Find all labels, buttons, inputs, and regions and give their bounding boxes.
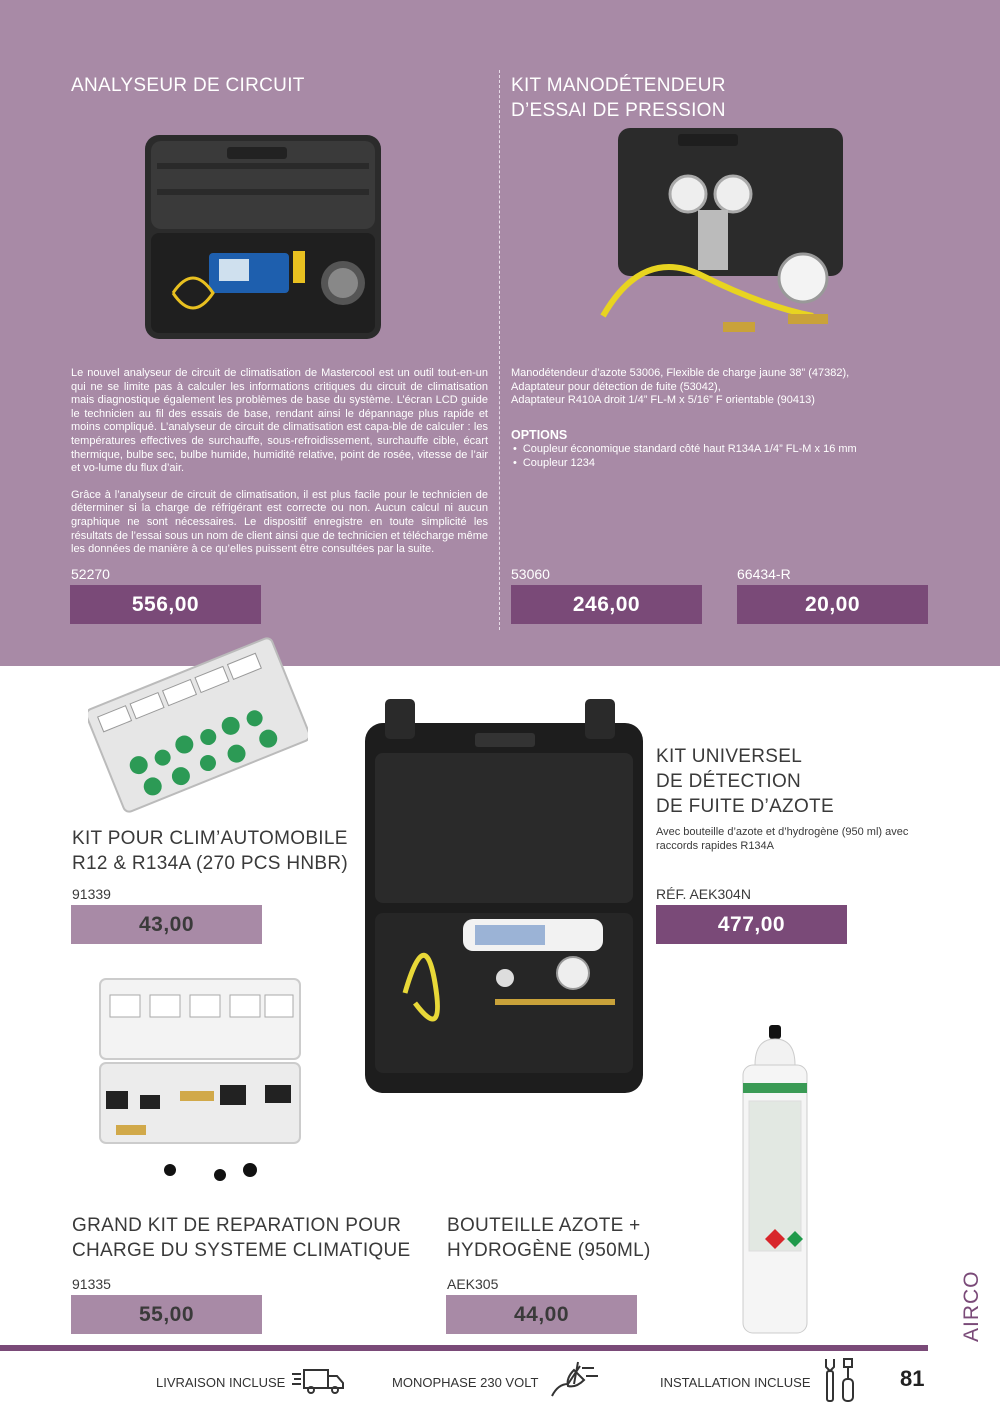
manodetendeur-desc-line-3: Adaptateur R410A droit 1/4” FL-M x 5/16” F orientable (90413) xyxy=(511,394,815,407)
delivery-truck-icon xyxy=(290,1366,346,1396)
grand-kit-box-image xyxy=(70,965,310,1205)
options-list xyxy=(513,443,913,470)
kit-clim-title-line-1: KIT POUR CLIM’AUTOMOBILE xyxy=(72,828,348,849)
kit-clim-price: 43,00 xyxy=(71,905,262,944)
kit-fuite-desc-line-1: Avec bouteille d’azote et d’hydrogène (950 ml) avec xyxy=(656,826,909,838)
grand-kit-ref: 91335 xyxy=(72,1276,111,1292)
gas-bottle-image xyxy=(735,1025,815,1337)
kit-fuite-title-line-3: DE FUITE D’AZOTE xyxy=(656,796,834,817)
footer-delivery-label: LIVRAISON INCLUSE xyxy=(156,1375,286,1390)
analyseur-paragraph-2: Grâce à l’analyseur de circuit de climatisation, il est plus facile pour le technicien de déterminer si la charge de réfrigérant est correcte ou non. Aucun calcul ni aucun graphique ne sont nécessaires. Le dispositif enregistre en toute simplicité les résultats de l’essai sous un nom de client ainsi que de technicien et télécharge même les données de manière à ce qu’elles puissent être consultées par la suite. xyxy=(71,488,488,556)
manodetendeur-price-2: 20,00 xyxy=(737,585,928,624)
analyseur-ref: 52270 xyxy=(71,566,110,582)
manodetendeur-ref-2: 66434-R xyxy=(737,566,791,582)
kit-fuite-desc-line-2: raccords rapides R134A xyxy=(656,840,775,852)
bouteille-title-line-1: BOUTEILLE AZOTE + xyxy=(447,1215,641,1236)
kit-fuite-price: 477,00 xyxy=(656,905,847,944)
kit-fuite-title-line-1: KIT UNIVERSEL xyxy=(656,746,803,767)
manodetendeur-title-line-2: D’ESSAI DE PRESSION xyxy=(511,100,726,121)
kit-fuite-title xyxy=(656,744,834,819)
bouteille-ref: AEK305 xyxy=(447,1276,499,1292)
page-number: 81 xyxy=(900,1366,925,1391)
grand-kit-title-line-1: GRAND KIT DE REPARATION POUR xyxy=(72,1215,402,1236)
kit-fuite-title-line-2: DE DÉTECTION xyxy=(656,771,802,792)
manodetendeur-title-line-1: KIT MANODÉTENDEUR xyxy=(511,75,726,96)
analyseur-price: 556,00 xyxy=(70,585,261,624)
manodetendeur-price-1: 246,00 xyxy=(511,585,702,624)
option-item: • Coupleur 1234 xyxy=(513,457,913,471)
kit-fuite-case-image xyxy=(345,693,655,1103)
kit-clim-ref: 91339 xyxy=(72,886,111,902)
kit-fuite-description xyxy=(656,825,936,853)
manodetendeur-kit-image xyxy=(583,126,848,346)
manodetendeur-ref-1: 53060 xyxy=(511,566,550,582)
bouteille-price: 44,00 xyxy=(446,1295,637,1334)
kit-clim-title-line-2: R12 & R134A (270 PCS HNBR) xyxy=(72,853,349,874)
grand-kit-title xyxy=(72,1213,410,1263)
analyseur-paragraph-1: Le nouvel analyseur de circuit de climatisation de Mastercool est un outil tout-en-un qui ne se limite pas à calculer les informations critiques du circuit de climatisation mais diagnostique également les problèmes de base du système. L’écran LCD guide le technicien au fil des essais de base, rendant ainsi le dépannage plus rapide et moins compliqué. L’analyseur de circuit de climatisation est capa-ble de calculer : les températures effectives de surchauffe, sous-refroidissement, surchauffe cible, écart thermique, bulbe sec, bulbe humide, humidité relative, point de rosée, vitesse de l’air et vo-lume du flux d’air. xyxy=(71,367,488,475)
tools-icon xyxy=(820,1357,860,1405)
bouteille-title xyxy=(447,1213,651,1263)
manodetendeur-description xyxy=(511,367,931,408)
analyseur-title: ANALYSEUR DE CIRCUIT xyxy=(71,75,305,96)
bouteille-title-line-2: HYDROGÈNE (950ML) xyxy=(447,1240,651,1261)
grand-kit-title-line-2: CHARGE DU SYSTEME CLIMATIQUE xyxy=(72,1240,411,1261)
column-divider xyxy=(499,70,500,630)
analyseur-description xyxy=(71,367,488,570)
option-item: • Coupleur économique standard côté haut R134A 1/4” FL-M x 16 mm xyxy=(513,443,913,457)
section-side-label: AIRCO xyxy=(960,1270,983,1342)
footer-installation-label: INSTALLATION INCLUSE xyxy=(660,1375,811,1390)
footer-power-label: MONOPHASE 230 VOLT xyxy=(392,1375,539,1390)
power-plug-icon xyxy=(548,1360,602,1400)
grand-kit-price: 55,00 xyxy=(71,1295,262,1334)
kit-fuite-ref: RÉF. AEK304N xyxy=(656,886,751,902)
manodetendeur-desc-line-2: Adaptateur pour détection de fuite (53042), xyxy=(511,380,721,393)
footer-rule xyxy=(0,1345,928,1351)
analyseur-case-image xyxy=(143,133,383,341)
kit-clim-oring-box-image xyxy=(88,630,308,820)
manodetendeur-desc-line-1: Manodétendeur d’azote 53006, Flexible de charge jaune 38” (47382), xyxy=(511,367,850,379)
manodetendeur-title xyxy=(511,73,726,123)
kit-clim-title xyxy=(72,826,348,876)
options-title: OPTIONS xyxy=(511,428,568,442)
